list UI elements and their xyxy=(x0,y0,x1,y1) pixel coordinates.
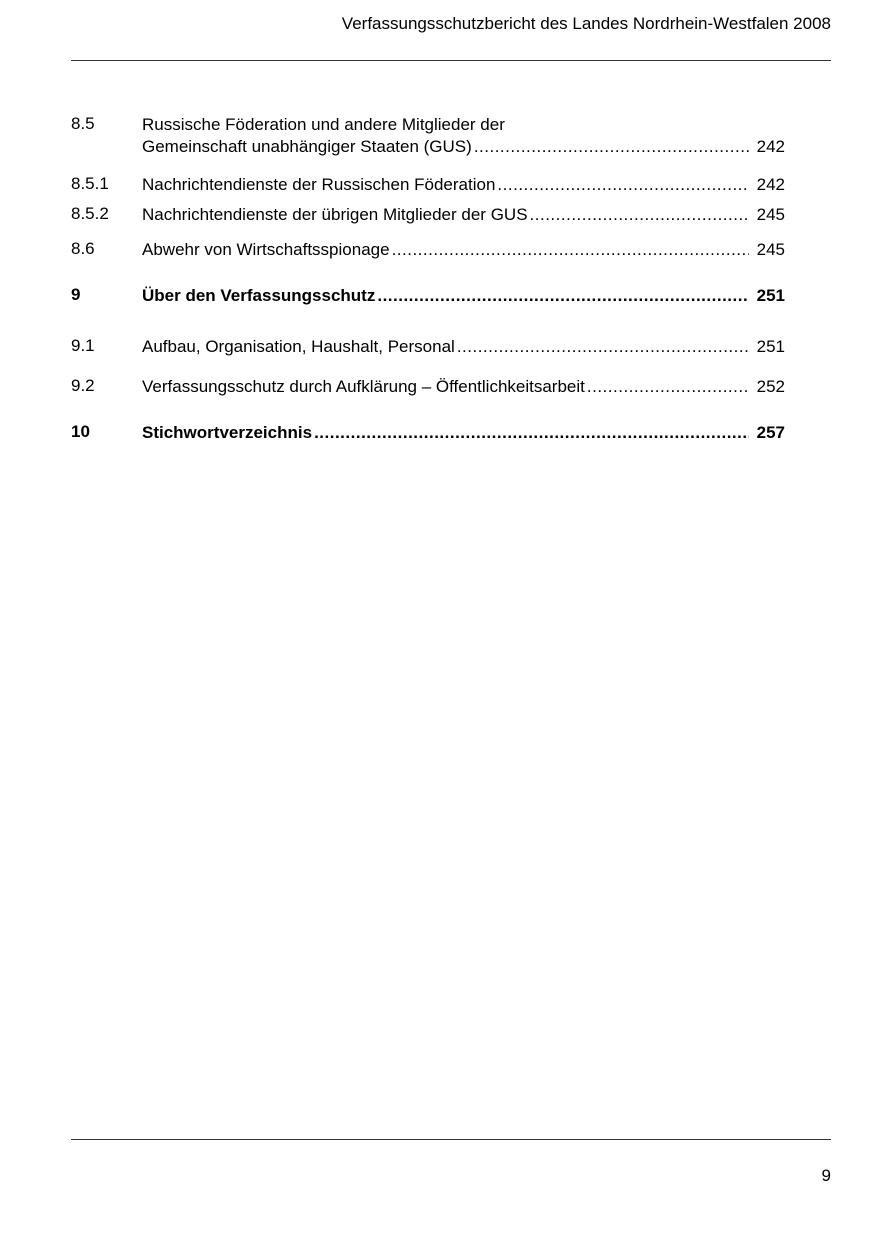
footer-divider xyxy=(71,1139,831,1140)
toc-entry-title: Aufbau, Organisation, Haushalt, Personal xyxy=(142,337,455,356)
toc-entry-8-5-2[interactable] xyxy=(71,204,785,226)
toc-entry-title: Verfassungsschutz durch Aufklärung – Öffentlichkeitsarbeit xyxy=(142,377,585,396)
toc-entry-page: 257 xyxy=(756,423,785,442)
table-of-contents xyxy=(71,114,785,444)
toc-entry-page: 252 xyxy=(756,377,785,396)
toc-dot-leader xyxy=(497,174,748,196)
toc-entry-9-1[interactable] xyxy=(71,336,785,358)
toc-entry-title-line1: Russische Föderation und andere Mitglieder der xyxy=(142,115,505,134)
toc-entry-title: Gemeinschaft unabhängiger Staaten (GUS) xyxy=(142,137,472,156)
running-header: Verfassungsschutzbericht des Landes Nordrhein-Westfalen 2008 xyxy=(341,14,831,33)
toc-entry-title: Über den Verfassungsschutz xyxy=(142,286,376,305)
toc-dot-leader xyxy=(392,239,749,261)
toc-entry-10[interactable] xyxy=(71,422,785,444)
toc-entry-page: 242 xyxy=(756,175,785,194)
toc-dot-leader xyxy=(474,136,749,158)
toc-entry-8-5[interactable] xyxy=(71,114,785,158)
page-number: 9 xyxy=(821,1166,831,1185)
toc-dot-leader xyxy=(377,285,748,307)
toc-entry-number: 8.5.1 xyxy=(71,174,109,193)
toc-entry-number: 9 xyxy=(71,285,81,304)
toc-entry-number: 10 xyxy=(71,422,90,441)
toc-entry-8-6[interactable] xyxy=(71,239,785,261)
toc-dot-leader xyxy=(314,422,749,444)
toc-entry-number: 8.5 xyxy=(71,114,95,133)
toc-entry-number: 9.2 xyxy=(71,376,95,395)
toc-entry-9-2[interactable] xyxy=(71,376,785,398)
toc-entry-title: Stichwortverzeichnis xyxy=(142,423,313,442)
toc-entry-9[interactable] xyxy=(71,285,785,307)
toc-entry-number: 8.5.2 xyxy=(71,204,109,223)
toc-entry-title: Nachrichtendienste der übrigen Mitglieder der GUS xyxy=(142,205,528,224)
toc-entry-8-5-1[interactable] xyxy=(71,174,785,196)
toc-entry-title: Abwehr von Wirtschaftsspionage xyxy=(142,240,390,259)
toc-entry-page: 242 xyxy=(756,137,785,156)
toc-entry-number: 9.1 xyxy=(71,336,95,355)
toc-entry-page: 251 xyxy=(756,286,785,305)
toc-entry-page: 245 xyxy=(756,205,785,224)
toc-entry-page: 245 xyxy=(756,240,785,259)
toc-dot-leader xyxy=(587,376,749,398)
toc-entry-title: Nachrichtendienste der Russischen Föderation xyxy=(142,175,496,194)
toc-dot-leader xyxy=(457,336,749,358)
toc-dot-leader xyxy=(530,204,749,226)
header-divider xyxy=(71,60,831,61)
toc-entry-number: 8.6 xyxy=(71,239,95,258)
toc-entry-page: 251 xyxy=(756,337,785,356)
